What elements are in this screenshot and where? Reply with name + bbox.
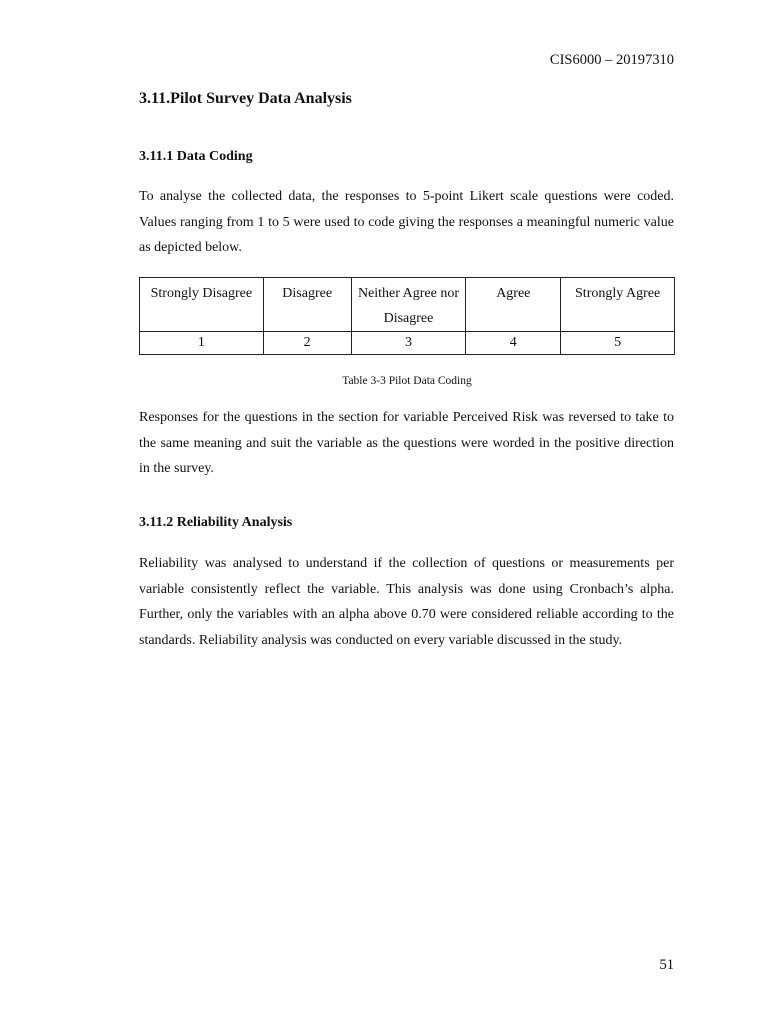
table-caption: Table 3-3 Pilot Data Coding [342, 375, 472, 387]
table-header-cell: Strongly Agree [561, 278, 675, 332]
table-value-cell: 1 [140, 332, 264, 355]
table-value-cell: 4 [466, 332, 561, 355]
table-header-cell: Agree [466, 278, 561, 332]
likert-coding-table [139, 277, 675, 355]
table-header-cell: Disagree [263, 278, 351, 332]
table-header-row [140, 278, 675, 332]
perceived-risk-paragraph: Responses for the questions in the section for variable Perceived Risk was reversed to take to the same meaning and suit the variable as the questions were worded in the positive direction in the survey. [139, 410, 674, 476]
running-head: CIS6000 – 20197310 [549, 52, 674, 68]
page-number: 51 [659, 957, 674, 973]
subsection-heading-data-coding: 3.11.1 Data Coding [139, 149, 253, 164]
reliability-paragraph: Reliability was analysed to understand if the collection of questions or measurements per variable consistently reflect the variable. This analysis was done using Cronbach’s alpha. Further, only the variables with an alpha above 0.70 were considered reliable according to the standards. Reliability analysis was conducted on every variable discussed in the study. [139, 556, 674, 648]
table-value-cell: 2 [263, 332, 351, 355]
data-coding-intro-paragraph: To analyse the collected data, the responses to 5-point Likert scale questions were coded. Values ranging from 1 to 5 were used to code giving the responses a meaningful numeric value as depicted below. [139, 189, 674, 255]
table-value-cell: 5 [561, 332, 675, 355]
table-header-cell: Strongly Disagree [140, 278, 264, 332]
section-title: 3.11.Pilot Survey Data Analysis [139, 90, 352, 107]
table-value-cell: 3 [351, 332, 466, 355]
table-row [140, 332, 675, 355]
subsection-heading-reliability: 3.11.2 Reliability Analysis [139, 515, 293, 530]
table-header-cell: Neither Agree nor Disagree [351, 278, 466, 332]
